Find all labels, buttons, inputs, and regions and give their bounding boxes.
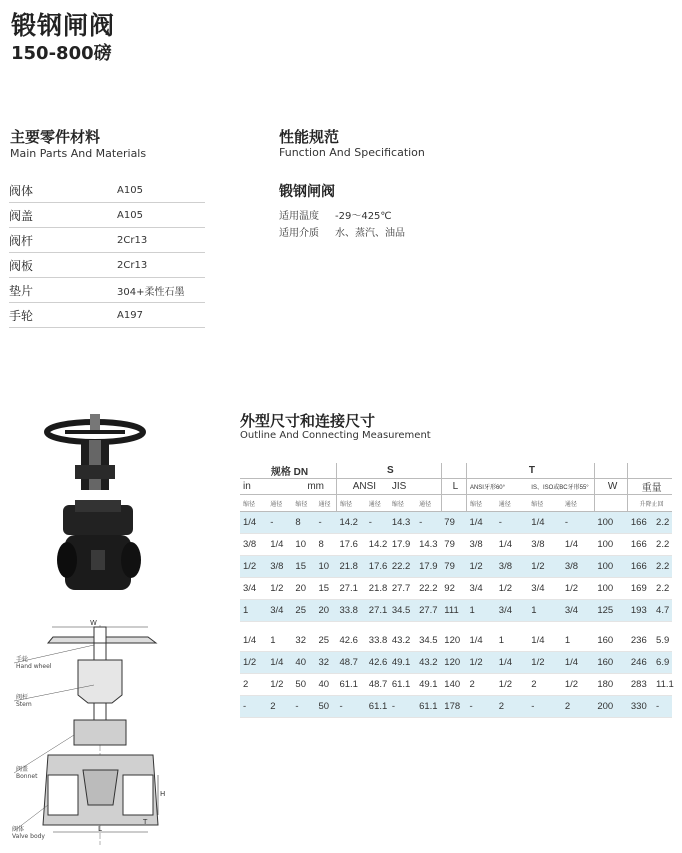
table-cell: - (466, 696, 495, 718)
table-cell: 120 (441, 652, 466, 674)
table-row (240, 600, 672, 622)
table-cell: - (292, 696, 315, 718)
table-cell: 20 (315, 600, 336, 622)
table-cell: 42.6 (366, 652, 389, 674)
spec-title-cn: 性能规范 (279, 128, 340, 146)
part-material: 2Cr13 (117, 259, 148, 271)
table-cell: 1/4 (562, 534, 595, 556)
part-material: 304+柔性石墨 (117, 286, 185, 298)
table-cell: 17.6 (366, 556, 389, 578)
header-weight: 重量 (628, 479, 672, 495)
table-cell: 11.1 (653, 674, 672, 696)
table-cell: 1/2 (240, 652, 267, 674)
table-cell: 3/4 (267, 600, 292, 622)
table-cell: 1/4 (466, 512, 495, 534)
parts-title-en: Main Parts And Materials (10, 147, 147, 160)
valve-photo (45, 410, 155, 605)
table-cell: - (336, 696, 365, 718)
table-cell: 246 (628, 652, 653, 674)
table-cell: 2.2 (653, 512, 672, 534)
table-cell: 1/4 (496, 534, 528, 556)
table-cell: 33.8 (336, 600, 365, 622)
header-ansi: ANSI (336, 479, 388, 495)
table-cell: 79 (441, 556, 466, 578)
table-cell: 3/4 (496, 600, 528, 622)
table-cell: 50 (292, 674, 315, 696)
spec-temperature: 适用温度 -29～425℃ (279, 211, 392, 222)
table-cell: 92 (441, 578, 466, 600)
table-cell: 1/4 (496, 652, 528, 674)
table-cell: 61.1 (336, 674, 365, 696)
dimension-title-en: Outline And Connecting Measurement (240, 430, 431, 441)
spec-title-en: Function And Specification (279, 146, 425, 159)
part-material: A105 (117, 209, 143, 221)
parts-table (9, 178, 205, 328)
table-cell: 61.1 (366, 696, 389, 718)
table-cell: 2 (562, 696, 595, 718)
table-cell: 34.5 (416, 630, 441, 652)
table-cell: 34.5 (389, 600, 416, 622)
table-cell: 2.2 (653, 534, 672, 556)
table-cell: 2.2 (653, 556, 672, 578)
table-cell: 1/4 (466, 630, 495, 652)
header-t-iso: IS、ISO或BC牙形55° (528, 479, 594, 495)
table-cell: 79 (441, 534, 466, 556)
table-cell: - (315, 512, 336, 534)
header-size: 规格 DN (240, 463, 336, 479)
table-cell: 2.2 (653, 578, 672, 600)
table-cell: 140 (441, 674, 466, 696)
table-cell: - (389, 696, 416, 718)
table-cell: 49.1 (416, 674, 441, 696)
table-cell: 22.2 (416, 578, 441, 600)
header-w: W (594, 479, 628, 495)
table-cell: 1/2 (496, 674, 528, 696)
table-cell: 17.9 (416, 556, 441, 578)
label-hand-wheel: 手轮 Hand wheel (16, 656, 52, 670)
header-mm: mm (292, 479, 336, 495)
table-cell: 1/4 (528, 630, 562, 652)
spec-medium: 适用介质 水、蒸汽、油品 (279, 228, 405, 239)
table-cell: 1 (466, 600, 495, 622)
part-row (9, 303, 205, 328)
table-cell: 14.2 (336, 512, 365, 534)
part-material: 2Cr13 (117, 234, 148, 246)
table-cell: 125 (594, 600, 628, 622)
table-cell: 49.1 (389, 652, 416, 674)
table-cell: 21.8 (366, 578, 389, 600)
part-name: 阀杆 (9, 233, 34, 248)
table-cell: - (240, 696, 267, 718)
table-cell: 20 (292, 578, 315, 600)
table-cell: 48.7 (366, 674, 389, 696)
label-valve-body: 阀体 Valve body (12, 826, 45, 840)
table-cell: 14.2 (366, 534, 389, 556)
part-row (9, 228, 205, 253)
part-row (9, 278, 205, 303)
header-jis: JIS (389, 479, 441, 495)
table-cell: 1/2 (562, 674, 595, 696)
table-cell: 1/2 (267, 578, 292, 600)
table-cell: 166 (628, 556, 653, 578)
part-name: 垫片 (9, 283, 34, 298)
table-cell: 1/4 (528, 512, 562, 534)
parts-title-cn: 主要零件材料 (10, 128, 101, 146)
table-cell: 22.2 (389, 556, 416, 578)
table-cell: 236 (628, 630, 653, 652)
table-cell: 43.2 (416, 652, 441, 674)
dim-l-label: L (98, 825, 102, 833)
dimension-title-cn: 外型尺寸和连接尺寸 (240, 412, 376, 430)
table-cell: 6.9 (653, 652, 672, 674)
table-cell: 33.8 (366, 630, 389, 652)
table-cell: 61.1 (416, 696, 441, 718)
label-bonnet: 阀盖 Bonnet (16, 766, 38, 780)
table-cell: 32 (292, 630, 315, 652)
spec-product: 锻钢闸阀 (279, 184, 335, 200)
table-cell: 40 (292, 652, 315, 674)
table-cell: 1 (562, 630, 595, 652)
header-weight-sub: 升降止回 (628, 495, 672, 512)
table-row (240, 630, 672, 652)
table-row (240, 578, 672, 600)
table-cell: 100 (594, 512, 628, 534)
table-cell: 180 (594, 674, 628, 696)
part-name: 手轮 (9, 308, 34, 323)
table-cell: 111 (441, 600, 466, 622)
table-cell: 3/4 (466, 578, 495, 600)
table-cell: 5.9 (653, 630, 672, 652)
table-cell: 160 (594, 630, 628, 652)
table-cell: 2 (240, 674, 267, 696)
pressure-range: 150-800磅 (11, 43, 112, 64)
table-cell: 17.9 (389, 534, 416, 556)
table-cell: - (416, 512, 441, 534)
table-cell: 3/8 (240, 534, 267, 556)
table-cell: 8 (292, 512, 315, 534)
table-cell: 1/2 (496, 578, 528, 600)
table-cell: 1/4 (267, 652, 292, 674)
table-cell: 1/2 (562, 578, 595, 600)
table-row (240, 652, 672, 674)
table-cell: 169 (628, 578, 653, 600)
spec-lines (279, 207, 405, 239)
table-row (240, 534, 672, 556)
part-row (9, 253, 205, 278)
table-cell: 43.2 (389, 630, 416, 652)
part-row (9, 178, 205, 203)
table-cell: - (653, 696, 672, 718)
table-cell: 1/2 (528, 556, 562, 578)
table-cell: 283 (628, 674, 653, 696)
table-cell: 1/2 (466, 556, 495, 578)
table-cell: 79 (441, 512, 466, 534)
table-cell: - (562, 512, 595, 534)
table-cell: 27.7 (416, 600, 441, 622)
table-cell: 160 (594, 652, 628, 674)
table-cell: 1/4 (240, 512, 267, 534)
table-cell: 1 (267, 630, 292, 652)
table-cell: 166 (628, 534, 653, 556)
table-cell: 32 (315, 652, 336, 674)
table-cell: 3/8 (267, 556, 292, 578)
table-row (240, 696, 672, 718)
header-t-ansi: ANSI牙形60° (466, 479, 528, 495)
table-cell: 1/4 (240, 630, 267, 652)
table-cell: 2 (466, 674, 495, 696)
table-cell: 2 (528, 674, 562, 696)
table-cell: 61.1 (389, 674, 416, 696)
table-cell: 1/4 (562, 652, 595, 674)
table-cell: 200 (594, 696, 628, 718)
table-cell: 17.6 (336, 534, 365, 556)
table-cell: 178 (441, 696, 466, 718)
table-cell: 1/2 (267, 674, 292, 696)
table-cell: 1 (240, 600, 267, 622)
part-material: A197 (117, 309, 143, 321)
table-cell: 193 (628, 600, 653, 622)
table-cell: 2 (267, 696, 292, 718)
table-cell: 1 (496, 630, 528, 652)
table-cell: 3/8 (562, 556, 595, 578)
table-cell: 40 (315, 674, 336, 696)
table-cell: 10 (292, 534, 315, 556)
table-cell: 1 (528, 600, 562, 622)
table-row (240, 512, 672, 534)
table-cell: 8 (315, 534, 336, 556)
table-row (240, 674, 672, 696)
table-cell: 166 (628, 512, 653, 534)
table-cell: 3/8 (496, 556, 528, 578)
page-title: 锻钢闸阀 (11, 11, 116, 40)
table-cell: 3/4 (562, 600, 595, 622)
table-cell: 120 (441, 630, 466, 652)
table-cell: 100 (594, 556, 628, 578)
table-cell: 14.3 (416, 534, 441, 556)
table-cell: 25 (315, 630, 336, 652)
part-material: A105 (117, 184, 143, 196)
table-cell: 1/2 (240, 556, 267, 578)
table-cell: 48.7 (336, 652, 365, 674)
table-cell: 100 (594, 578, 628, 600)
header-in: in (240, 479, 292, 495)
dim-w-label: W (90, 619, 97, 627)
label-stem: 阀杆 Stem (16, 694, 32, 708)
table-cell: - (496, 512, 528, 534)
table-cell: 15 (315, 578, 336, 600)
table-cell: 25 (292, 600, 315, 622)
header-s: S (336, 463, 441, 479)
table-cell: 42.6 (336, 630, 365, 652)
table-cell: 3/8 (528, 534, 562, 556)
table-cell: - (528, 696, 562, 718)
table-gap (240, 622, 672, 631)
table-cell: 10 (315, 556, 336, 578)
table-cell: 330 (628, 696, 653, 718)
table-cell: - (366, 512, 389, 534)
part-row (9, 203, 205, 228)
part-name: 阀体 (9, 183, 34, 198)
table-cell: 1/2 (466, 652, 495, 674)
dimension-table: 规格 DN S T in mm ANSI JIS L ANSI牙形60° IS、ISO或BC牙形55° W 重量 缩径 通径 缩径 通径 缩径 通径 缩径 通径 缩径 通径 缩径 通径 升降止回 1/4 - 8 - 14.2 - 14.3 - 79 1/4 - 1/4 - 100 166 2.2 3/8 1/4 10 8 17.6 14.2 17.9 14.3 79 3/8 1/4 3/8 1/4 100 166 2.2 1/2 3/8 15 10 21.8 17.6 22.2 17.9 79 1/2 3/8 1/2 3/8 100 166 2.2 3/4 1/2 20 15 27.1 21.8 27.7 22.2 92 3/4 1/2 3/4 1/2 100 169 2.2 1 3/4 25 20 33.8 27.1 34.5 27.7 111 1 3/4 1 3/4 125 193 4.7 1/4 1 32 25 42.6 33.8 43.2 34.5 120 1/4 1 1/4 1 160 236 5.9 1/2 1/4 40 32 48.7 42.6 49.1 43.2 120 1/2 1/4 1/2 1/4 160 246 6.9 2 1/2 50 40 61.1 48.7 61.1 49.1 140 2 1/2 2 1/2 180 283 11.1 - 2 - 50 - 61.1 - 61.1 178 - 2 - 2 200 330 - (240, 463, 672, 718)
header-l: L (441, 479, 466, 495)
table-cell: 100 (594, 534, 628, 556)
table-row (240, 556, 672, 578)
table-cell: 2 (496, 696, 528, 718)
header-t: T (466, 463, 594, 479)
table-cell: 15 (292, 556, 315, 578)
table-cell: 14.3 (389, 512, 416, 534)
table-cell: 50 (315, 696, 336, 718)
part-name: 阀盖 (9, 208, 34, 223)
part-name: 阀板 (9, 258, 34, 273)
table-cell: - (267, 512, 292, 534)
table-cell: 21.8 (336, 556, 365, 578)
table-cell: 3/4 (528, 578, 562, 600)
table-cell: 27.7 (389, 578, 416, 600)
table-cell: 27.1 (336, 578, 365, 600)
table-cell: 1/4 (267, 534, 292, 556)
table-cell: 4.7 (653, 600, 672, 622)
table-cell: 3/4 (240, 578, 267, 600)
table-cell: 3/8 (466, 534, 495, 556)
dim-h-label: H (160, 790, 166, 798)
table-cell: 27.1 (366, 600, 389, 622)
table-cell: 1/2 (528, 652, 562, 674)
dim-t-label: T (143, 818, 148, 826)
